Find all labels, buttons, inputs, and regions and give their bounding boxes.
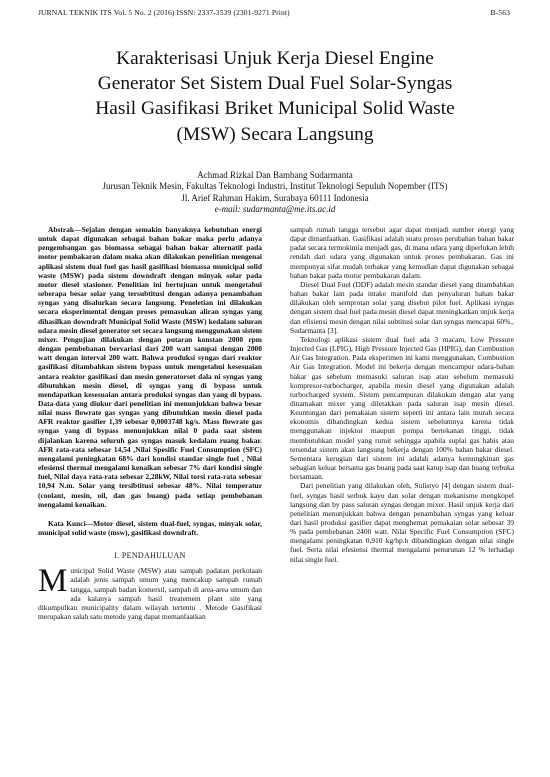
paragraph-1: sampah rumah tangga tersebut agar dapat menjadi sumber energi yang dapat dimanfaatkan. Gasifikasi adalah suatu proses perubahan bahan bakar padat secara termokimia menjadi gas, di mana udara yang diperlukan lebih rendah dari udara yang digunakan untuk proses pembakaran. Gas ini mempunyai sifat mudah terbakar yang kemudian dapat digunakan sebagai bahan bakar pada motor pembakaran dalam.	[290, 225, 514, 280]
author-email: e-mail: sudarmanta@me.its.ac.id	[214, 204, 336, 215]
left-column	[38, 225, 262, 621]
abstract: Abstrak—Sejalan dengan semakin banyaknya kebutuhan energi untuk dapat digunakan sebagai bahan bakar maka perlu adanya pengembangan gas biomassa sebagai bahan bakar alternatif pada motor pembakaran dalam maka akan dilakukan penelitian mengenai aplikasi sistem dual fuel gas hasil gasifikasi biomassa municipal solid waste (MSW) pada sistem downdraft dengan minyak solar pada motor diesel stasioner. Penelitian ini bertujuan untuk mengetahui seberapa besar solar yang tersubtitusi dengan adanya penambahan syngas yang disalurkan secara langsung. Peneletian ini dilakukan secara eksperimental dengan proses pemasukan aliran syngas yang dihasilkan downdraft Municipal Solid Waste (MSW) kedalam saluran udara mesin diesel generator set secara langsung menggunakan sistem mixer. Pengujian dilakukan dengan putaran konstan 2000 rpm dengan pembebanan bervariasi dari 200 watt sampai dengan 2000 watt dengan interval 200 watt. Bahwa produksi syngas dari reaktor gasifikasi ditambahkan sistem bypass untuk mengetahui kesesuaian antara reaktor gasifikasi dan mesin generatorset dala ni syngas yang dibutuhkan mesin diesel, di syngas yang di bypass untuk mendapatkan kesesuaian antara produksi syngas dan yang di bypass. Data-data yang diukur dari penelitian ini menunjukkan bahwa besar nilai mass flowrate gas syngas yang dibutuhkan mesin diesel pada AFR reaktor gasifier 1,39 sebesar 0,0003748 kg/s. Mass flowrate gas syngas yang di bypass menunjukkan nilai 0 pada saat sistem dijalankan karena seluruh gas syngas masuk kedalam ruang bakar. AFR rata-rata sebesar 14,54 ,Nilai Spesific Fuel Consumption (SFC) mengalami peningkatan 68% dari kondisi standar single fuel , Nilai efesiensi thermal mengalami kenaikan sebesar 7% dari kondisi single fuel, Nilai daya rata-rata sebesar 2,28kW, Nilai torsi rata-rata sebesar 10,94 N.m. Solar yang tersibtitusi sebesar 48%. Nilai temperatur (coolant, mesin, oil, dan gas buang) pada setiap pembebanan mengalami kenaikan.	[38, 225, 262, 509]
author-address: Jl. Arief Rahman Hakim, Surabaya 60111 Indonesia	[181, 192, 369, 203]
author-affiliation: Jurusan Teknik Mesin, Fakultas Teknologi Industri, Institut Teknologi Sepuluh Nopember (ITS)	[102, 181, 448, 192]
title-line-1: Karakterisasi Unjuk Kerja Diesel Engine	[116, 48, 434, 69]
paragraph-4: Dari penelitian yang dilakukan oleh, Sulistyo [4] dengan sistem dual-fuel, syngas hasil serbuk kayu dan solar dengan mekanisme mengkopel langsung dan by pass saluran syngas dengan mixer. Hasil unjuk kerja dari penelitian menunjukkan bahwa dengan penambahan syngas yang keluar dari hasil produksi gasifier dapat menghemat pemakaian solar sebesar 39 % pada pembebanan 2400 watt. Nilai Specific Fuel Consumption (SFC) mengalami peningkatan 0,910 kg/hp.h dibandingkan dengan nilai single fuel. Serta nilai efesiensi thermal mengalami penurunan 12 % terhadap nilai single fuel.	[290, 481, 514, 564]
right-column	[290, 225, 514, 564]
running-header	[38, 8, 510, 20]
paragraph-2: Diesel Dual Fuel (DDF) adalah mesin standar diesel yang ditambahkan bahan bakar lain pada intake manifold dan penyaluran bahan bakar dilakukan oleh semprotan solar yang disebut pilot fuel. Aplikasi syngas dengan sistem dual fuel pada mesin diesel dapat meningkatkan unjuk kerja dan efisiensi mesin dengan nilai subtitusi solar dan syngas mencapai 60%., Sudarmanta [3].	[290, 279, 514, 335]
page-number: B-563	[490, 8, 510, 17]
keywords: Kata Kunci—Motor diesel, sistem dual-fuel, syngas, minyak solar, municipal solid waste (msw), gasifikasi downdraft.	[38, 518, 262, 537]
journal-citation: JURNAL TEKNIK ITS Vol. 5 No. 2 (2016) ISSN: 2337-3539 (2301-9271 Print)	[38, 8, 290, 17]
section-heading: I. PENDAHULUAN	[114, 551, 186, 561]
author-names: Achmad Rizkal Dan Bambang Sudarmanta	[197, 170, 353, 180]
drop-cap: M	[38, 563, 68, 600]
title-line-2: Generator Set Sistem Dual Fuel Solar-Syngas	[97, 73, 453, 95]
paragraph-3: Teknologi aplikasi sistem dual fuel ada 3 macam, Low Pressure Injected Gas (LPIG), High Pressure Injected Gas (HPIG), dan Combustion Air Gas Integration. Pada eksperimen ini kami menggunakan, Combustion Air Gas Integration. Model ini bekerja dengan mencampur udara-bahan bakar gas sebelum memasuki saluran isap atau sebelum memasuki kompresor-turbocharger, apabila mesin diesel yang digunakan adalah turbocharged system. Sistem pencampuran dilakukan dengan alat yang dinamakan mixer yang diletakkan pada saluran isap mesin diesel. Keuntungan dari pemakaian sistem seperti ini antara lain murah secara ekonomis dibandingkan kedua sistem sebelumnya karena tidak menggunakan injektor maupun pompa bertekanan tinggi, tidak membutuhkan model yang rumit sehingga apabila suplai gas habis atau tersendat sistem akan langsung bekerja dengan 100% bahan bakar diesel. Sementara kerugian dari sistem ini adalah adanya kemungkinan gas sebagian keluar bersama gas buang pada saat katup isap dan buang terbuka bersamaan.	[290, 334, 514, 482]
paper-title	[40, 46, 510, 147]
intro-paragraph	[38, 563, 262, 622]
title-line-4: (MSW) Secara Langsung	[176, 123, 374, 145]
intro-text: unicipal Solid Waste (MSW) atau sampah padatan perkotaan adalah jenis sampah umum yang mencakup sampah rumah tangga, sampah badan komersil, sampah di area-area umum dan ada kalanya sampah hasil treatement plant site yang dikumpulkan municipality dalam wilayah tertentu . Metode Gasifikasi merupakan salah satu metode yang dapat memanfaatkan	[38, 566, 262, 622]
author-block	[40, 170, 510, 216]
title-line-3: Hasil Gasifikasi Briket Municipal Solid Waste	[95, 98, 455, 120]
